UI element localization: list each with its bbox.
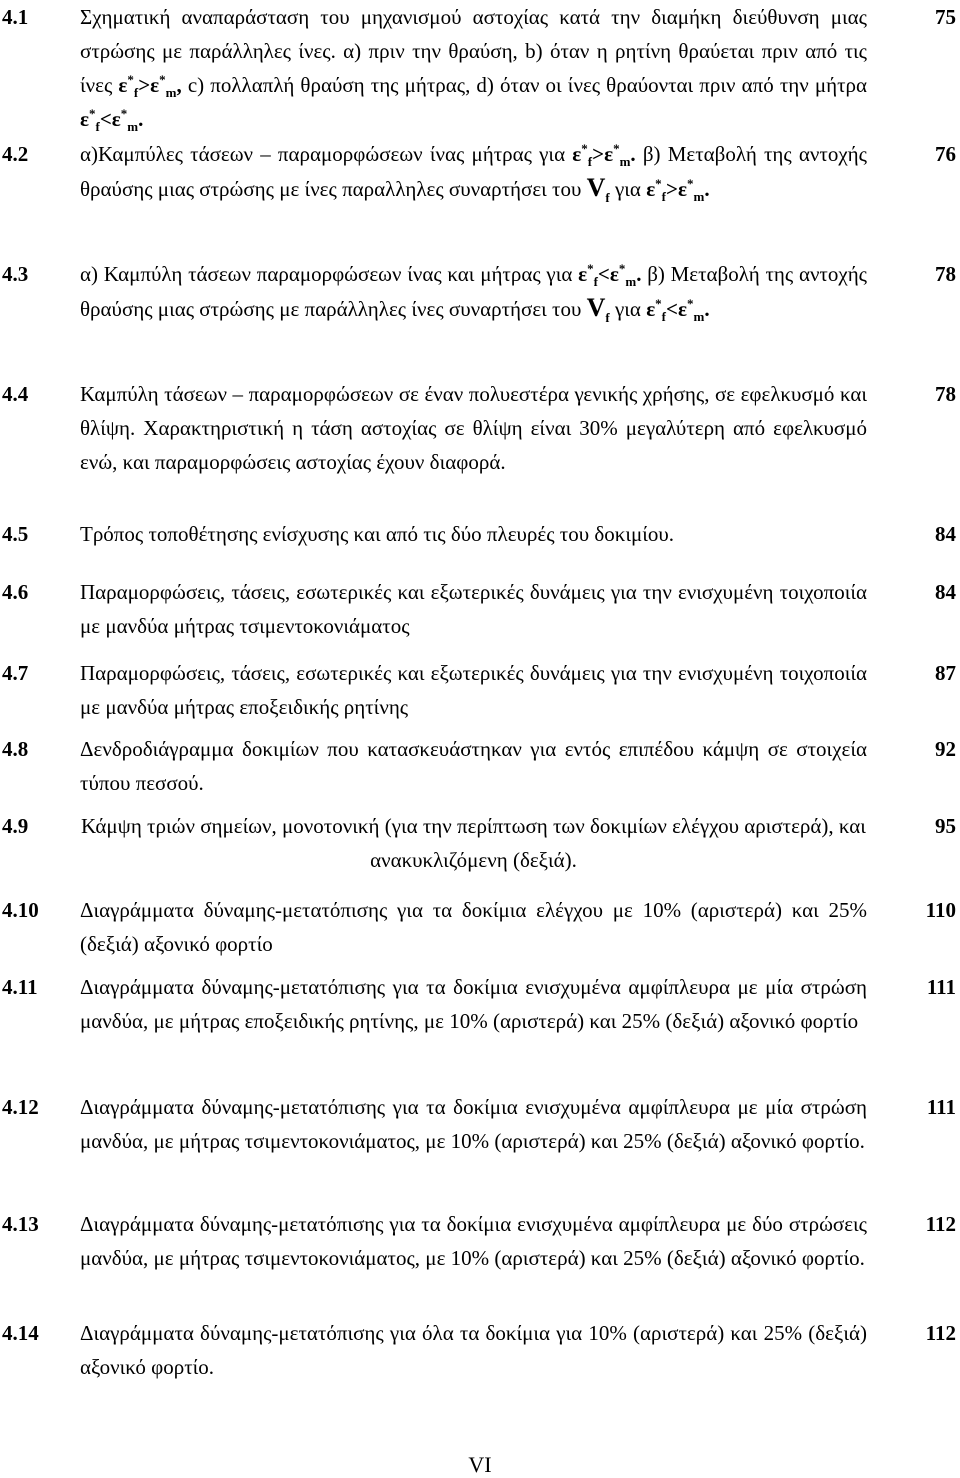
page-number: 95 [935, 814, 956, 838]
page-number: 76 [935, 142, 956, 166]
figure-number: 4.14 [2, 1321, 39, 1345]
page-number: 92 [935, 737, 956, 761]
figure-caption: Διαγράμματα δύναμης-μετατόπισης για τα δοκίμια ενισχυμένα αμφίπλευρα με μία στρώση μανδύα, με μήτρας τσιμεντοκονιάματος, με 10% (αριστερά) και 25% (δεξιά) αξονικό φορτίο. [80, 1095, 867, 1153]
page-number: 112 [925, 1321, 956, 1345]
figure-number: 4.6 [2, 580, 29, 604]
figure-number: 4.7 [2, 661, 29, 685]
figure-number: 4.4 [2, 382, 29, 406]
figure-number: 4.12 [2, 1095, 39, 1119]
figure-caption: Διαγράμματα δύναμης-μετατόπισης για τα δοκίμια ενισχυμένα αμφίπλευρα με μία στρώση μανδύα, με μήτρας εποξειδικής ρητίνης, με 10% (αριστερά) και 25% (δεξιά) αξονικό φορτίο [80, 975, 867, 1033]
page-number: 78 [935, 262, 956, 286]
page-footer-number: VI [468, 1452, 492, 1477]
figure-caption: Καμπύλη τάσεων – παραμορφώσεων σε έναν πολυεστέρα γενικής χρήσης, σε εφελκυσμό και θλίψη. Χαρακτηριστική η τάση αστοχίας σε θλίψη είναι 30% μεγαλύτερη από εφελκυσμό ενώ, και παραμορφώσεις αστοχίας έχουν διαφορά. [80, 382, 867, 474]
page-number: 78 [935, 382, 956, 406]
figure-caption: Διαγράμματα δύναμης-μετατόπισης για τα δοκίμια ελέγχου με 10% (αριστερά) και 25% (δεξιά) αξονικό φορτίο [80, 898, 867, 956]
figure-number: 4.5 [2, 522, 29, 546]
figure-caption: Τρόπος τοποθέτησης ενίσχυσης και από τις δύο πλευρές του δοκιμίου. [80, 522, 675, 546]
figure-caption: Διαγράμματα δύναμης-μετατόπισης για όλα τα δοκίμια για 10% (αριστερά) και 25% (δεξιά) αξονικό φορτίο. [80, 1321, 867, 1379]
page-number: 112 [925, 1212, 956, 1236]
figure-number: 4.11 [2, 975, 38, 999]
figure-number: 4.1 [2, 5, 29, 29]
figure-caption: Σχηματική αναπαράσταση του μηχανισμού αστοχίας κατά την διαμήκη διεύθυνση μιας στρώσης με παράλληλες ίνες. α) πριν την θραύση, b) όταν η ρητίνη θραύεται πριν από τις ίνες $\varepsilon^*_f>\varepsilon^*_m$, c) πολλαπλή θραύση της μήτρας, d) όταν οι ίνες θραύονται πριν από την μήτρα $\varepsilon^*_f<\varepsilon^*_m$. [80, 5, 868, 135]
figure-number: 4.13 [2, 1212, 39, 1236]
figure-caption: α)Καμπύλες τάσεων – παραμορφώσεων ίνας μήτρας για $\varepsilon^*_f>\varepsilon^*_m$. β) Μεταβολή της αντοχής θραύσης μιας στρώσης με ίνες παραλληλες συναρτήσει του $V_f$ για $\varepsilon^*_f>\varepsilon^*_m$. [80, 141, 867, 206]
page-number: 87 [935, 661, 956, 685]
figure-number: 4.2 [2, 142, 29, 166]
figure-caption: Παραμορφώσεις, τάσεις, εσωτερικές και εξωτερικές δυνάμεις για την ενισχυμένη τοιχοποιία με μανδύα μήτρας εποξειδικής ρητίνης [80, 661, 867, 719]
figure-caption: α) Καμπύλη τάσεων παραμορφώσεων ίνας και μήτρας για $\varepsilon^*_f<\varepsilon^*_m$. β) Μεταβολή της αντοχής θραύσης μιας στρώσης με παράλληλες ίνες συναρτήσει του $V_f$ για $\varepsilon^*_f<\varepsilon^*_m$. [80, 261, 867, 326]
figure-number: 4.9 [2, 814, 29, 838]
page-number: 84 [935, 522, 956, 546]
figure-caption: Κάμψη τριών σημείων, μονοτονική (για την περίπτωση των δοκιμίων ελέγχου αριστερά), και ανακυκλιζόμενη (δεξιά). [81, 814, 866, 872]
page-number: 75 [935, 5, 956, 29]
figure-number: 4.3 [2, 262, 29, 286]
page-number: 110 [925, 898, 956, 922]
figure-number: 4.10 [2, 898, 39, 922]
figure-caption: Δενδροδιάγραμμα δοκιμίων που κατασκευάστηκαν για εντός επιπέδου κάμψη σε στοιχεία τύπου πεσσού. [80, 737, 867, 795]
figure-number: 4.8 [2, 737, 29, 761]
figure-caption: Διαγράμματα δύναμης-μετατόπισης για τα δοκίμια ενισχυμένα αμφίπλευρα με δύο στρώσεις μανδύα, με μήτρας τσιμεντοκονιάματος, με 10% (αριστερά) και 25% (δεξιά) αξονικό φορτίο. [80, 1212, 867, 1270]
page-number: 111 [926, 975, 956, 999]
page-number: 84 [935, 580, 956, 604]
figure-caption: Παραμορφώσεις, τάσεις, εσωτερικές και εξωτερικές δυνάμεις για την ενισχυμένη τοιχοποιία με μανδύα μήτρας τσιμεντοκονιάματος [80, 580, 867, 638]
page-number: 111 [926, 1095, 956, 1119]
